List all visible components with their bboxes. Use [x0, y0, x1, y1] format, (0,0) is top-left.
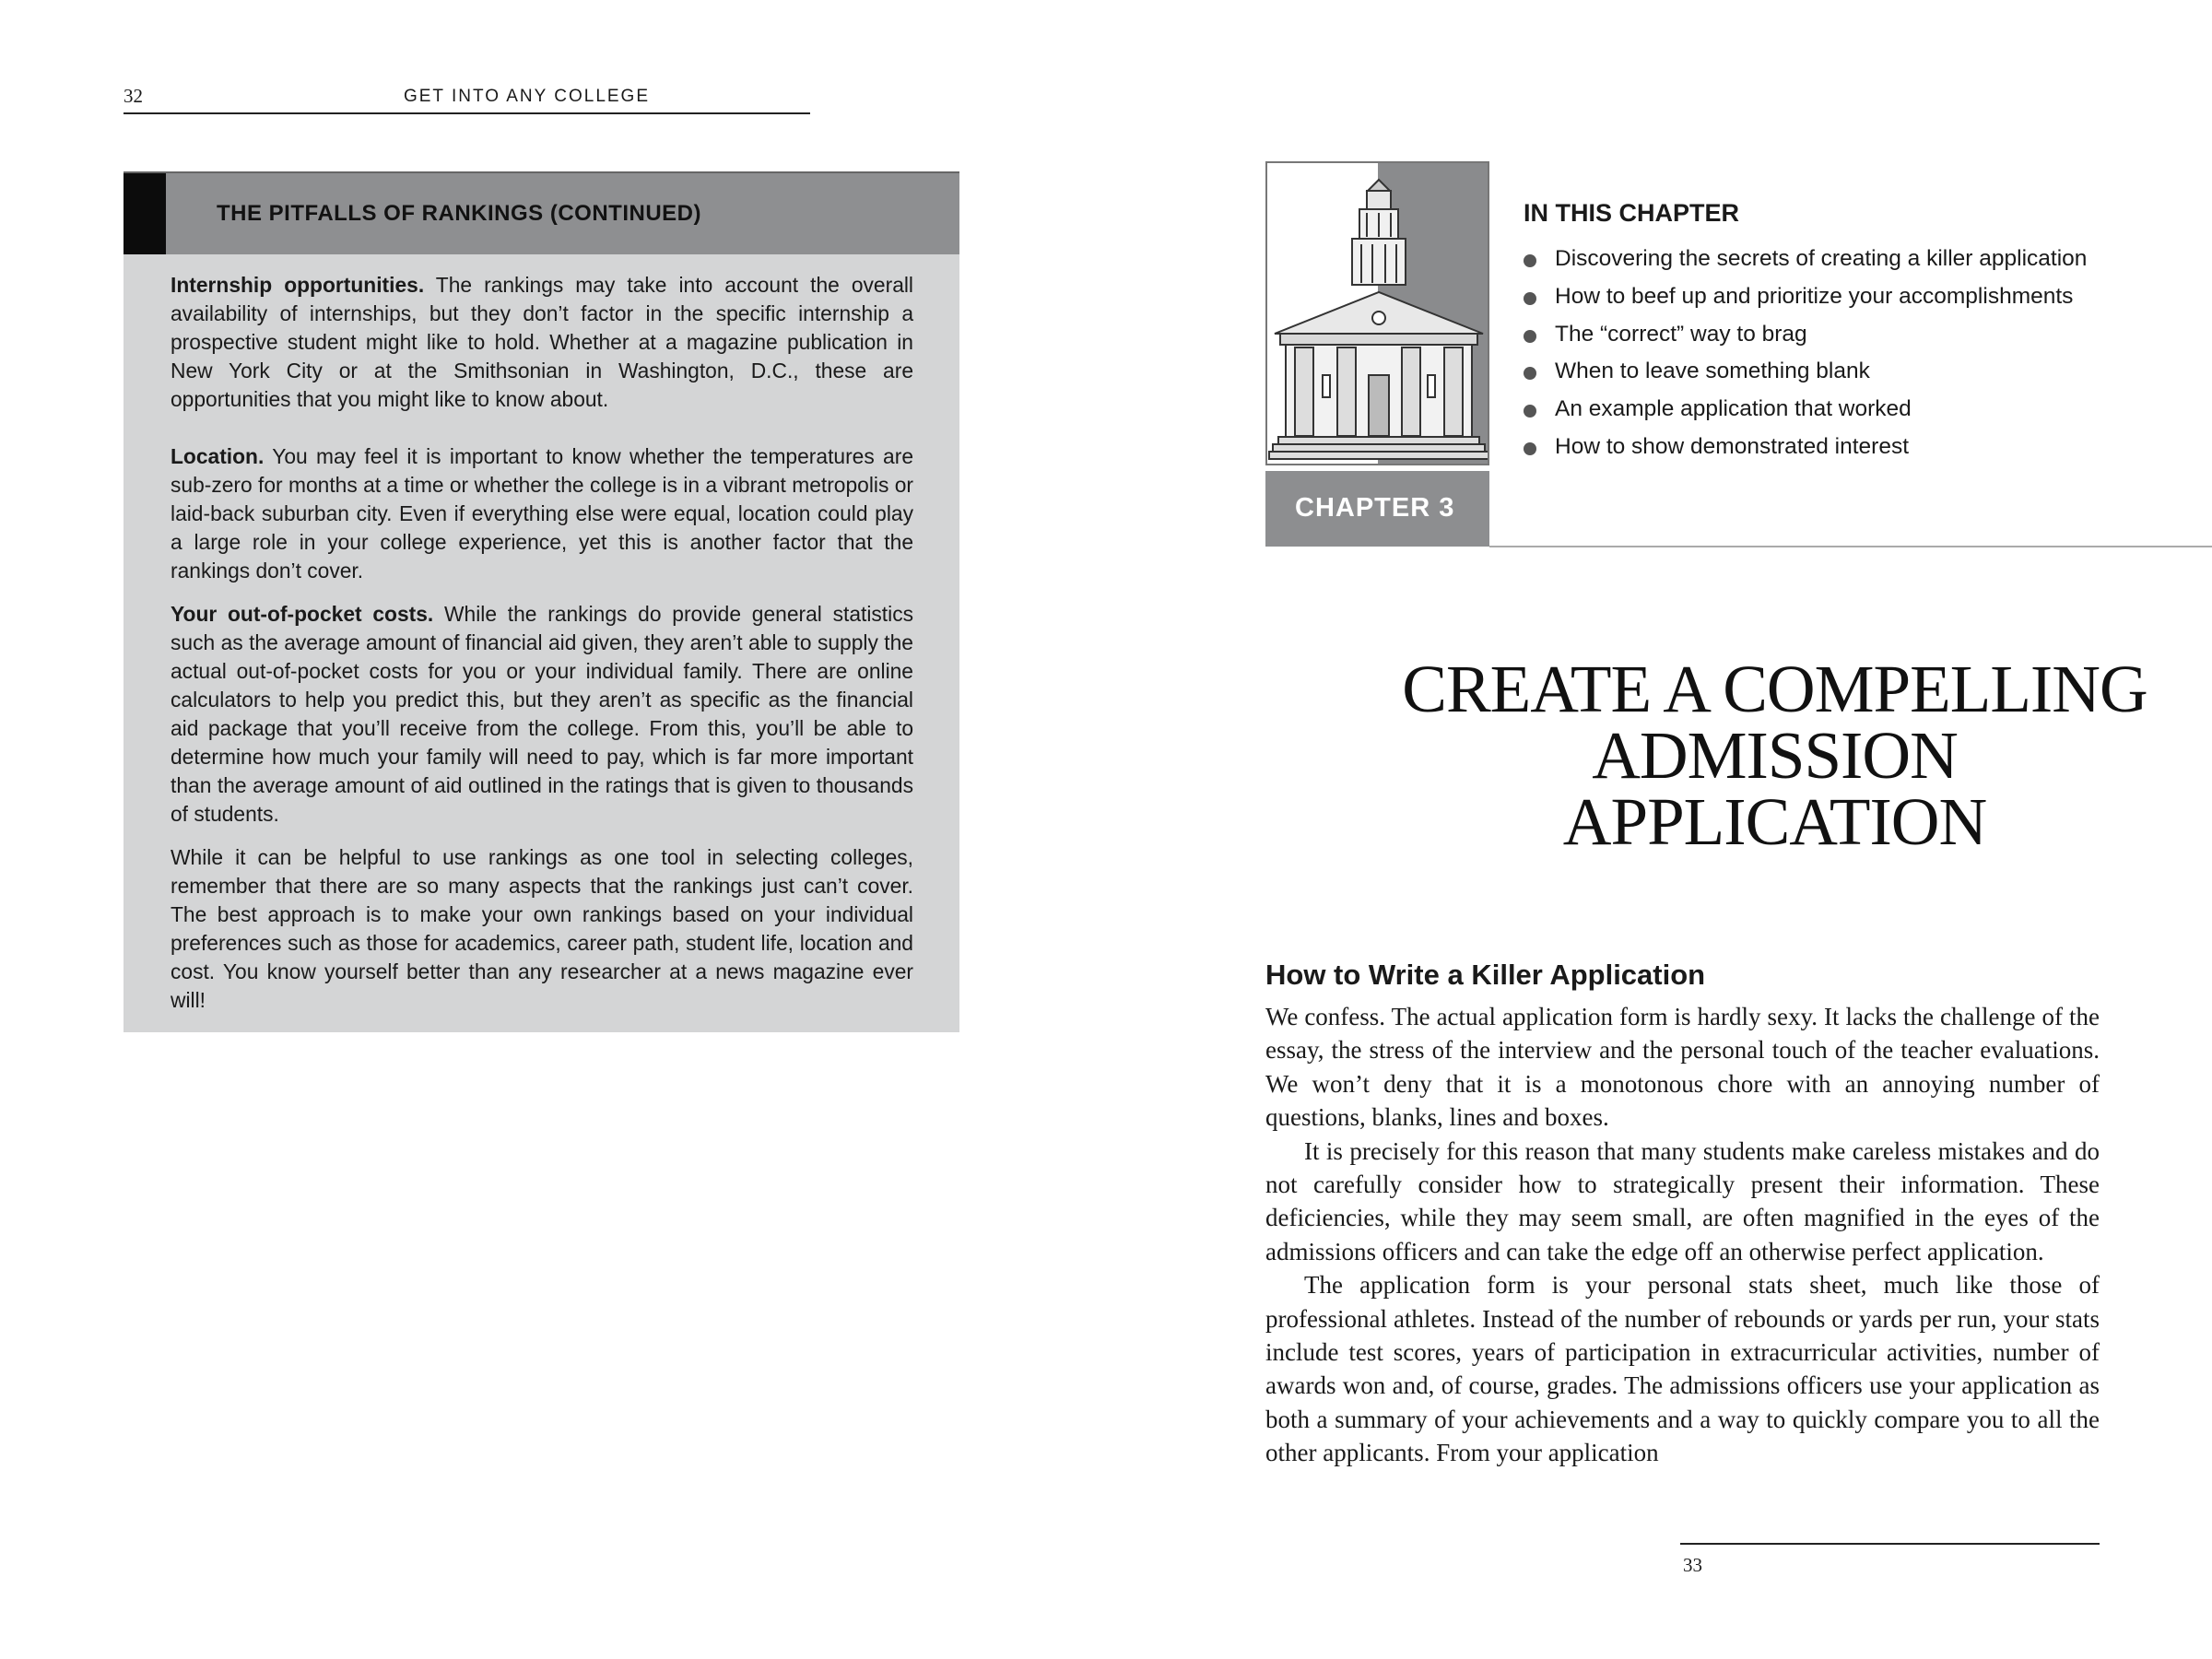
sidebar-body — [171, 271, 913, 1015]
list-item — [1524, 322, 2087, 359]
paragraph-lead: Location. — [171, 444, 265, 468]
footer-rule — [1680, 1543, 2100, 1545]
right-page — [1106, 0, 2212, 1659]
list-item-text: How to beef up and prioritize your accomplishments — [1555, 283, 2074, 309]
section-heading: How to Write a Killer Application — [1265, 959, 1706, 991]
list-item-text: How to show demonstrated interest — [1555, 433, 1910, 459]
chapter-title-line: ADMISSION — [1592, 718, 1958, 793]
chapter-title-line: CREATE A COMPELLING — [1402, 652, 2147, 726]
bullet-icon — [1524, 254, 1536, 267]
sidebar-paragraph — [171, 442, 913, 585]
list-item — [1524, 284, 2087, 322]
sidebar-title: THE PITFALLS OF RANKINGS (CONTINUED) — [217, 201, 701, 226]
list-item — [1524, 359, 2087, 396]
paragraph-lead: Internship opportunities. — [171, 273, 425, 297]
list-item — [1524, 434, 2087, 472]
chapter-label-box — [1265, 471, 1489, 547]
in-this-chapter-title: IN THIS CHAPTER — [1524, 199, 1740, 227]
bullet-icon — [1524, 405, 1536, 418]
sidebar-paragraph — [171, 271, 913, 414]
list-item-text: The “correct” way to brag — [1555, 321, 1807, 347]
body-paragraph: It is precisely for this reason that many students make careless mistakes and do not carefully consider how to strategically present their information. These deficiencies, while they may seem small, are often magnified in the eyes of the admissions officers and can take the edge off an otherwise perfect application. — [1265, 1136, 2100, 1265]
bullet-icon — [1524, 292, 1536, 305]
page-number: 33 — [1683, 1554, 1702, 1576]
page-number: 32 — [124, 85, 143, 107]
bullet-icon — [1524, 330, 1536, 343]
sidebar-header-bar — [124, 173, 166, 254]
chapter-title-line: APPLICATION — [1562, 784, 1987, 859]
sidebar-box — [124, 171, 959, 1032]
sidebar-header — [124, 171, 959, 254]
sidebar-paragraph — [171, 843, 913, 1015]
list-item-text: An example application that worked — [1555, 396, 1912, 422]
paragraph-text: You may feel it is important to know whether the temperatures are sub-zero for months at a time or whether the college is in a vibrant metropolis or laid-back suburban city. Even if everything else were equal, location could play a large role in your college experience, yet this is another factor that the rankings don’t cover. — [171, 444, 913, 582]
sidebar-paragraph — [171, 600, 913, 829]
body-text — [1265, 1000, 2100, 1470]
bullet-icon — [1524, 367, 1536, 380]
running-head — [124, 85, 810, 114]
bullet-icon — [1524, 442, 1536, 455]
chapter-opener — [1265, 161, 2212, 547]
list-item-text: Discovering the secrets of creating a killer application — [1555, 246, 2088, 271]
paragraph-text: While it can be helpful to use rankings as one tool in selecting colleges, remember that there are so many aspects that the rankings just can’t cover. The best approach is to make your own rankings based on your individual preferences such as those for academics, career path, student life, location and cost. You know yourself better than any researcher at a news magazine ever will! — [171, 845, 913, 1012]
body-paragraph: The application form is your personal stats sheet, much like those of professional athletes. Instead of the number of rebounds or yards per run, your stats include test scores, years of participation in extracurricular activities, number of awards won and, of course, grades. The admissions officers use your application as both a summary of your achievements and a way to quickly compare you to all the other applicants. From your application — [1265, 1271, 2100, 1467]
in-this-chapter-list — [1524, 246, 2087, 472]
running-head-title: GET INTO ANY COLLEGE — [403, 87, 651, 106]
paragraph-text: While the rankings do provide general statistics such as the average amount of financial aid given, they aren’t able to supply the actual out-of-pocket costs for you or your individual family. There are online calculators to help you predict this, but they aren’t as specific as the financial aid package that you’ll receive from the college. From this, you’ll be able to determine how much your family will need to pay, which is far more important than the average amount of aid outlined in the ratings that is given to thousands of students. — [171, 602, 913, 826]
college-building-icon — [1267, 163, 1489, 465]
list-item-text: When to leave something blank — [1555, 359, 1870, 384]
paragraph-lead: Your out-of-pocket costs. — [171, 602, 434, 626]
chapter-label: CHAPTER 3 — [1295, 493, 1455, 523]
opener-rule — [1489, 546, 2212, 547]
body-paragraph: We confess. The actual application form is hardly sexy. It lacks the challenge of the essay, the stress of the interview and the personal touch of the teacher evaluations. We won’t deny that it is a monotonous chore with an annoying number of questions, blanks, lines and boxes. — [1265, 1003, 2100, 1132]
list-item — [1524, 396, 2087, 434]
list-item — [1524, 246, 2087, 284]
chapter-title — [1265, 652, 2212, 859]
paragraph-text: The rankings may take into account the overall availability of internships, but they don’t factor in the specific internship a prospective student might like to hold. Whether at a magazine publication in New York City or at the Smithsonian in Washington, D.C., these are opportunities that you might like to know about. — [171, 273, 913, 411]
chapter-art — [1265, 161, 1489, 465]
